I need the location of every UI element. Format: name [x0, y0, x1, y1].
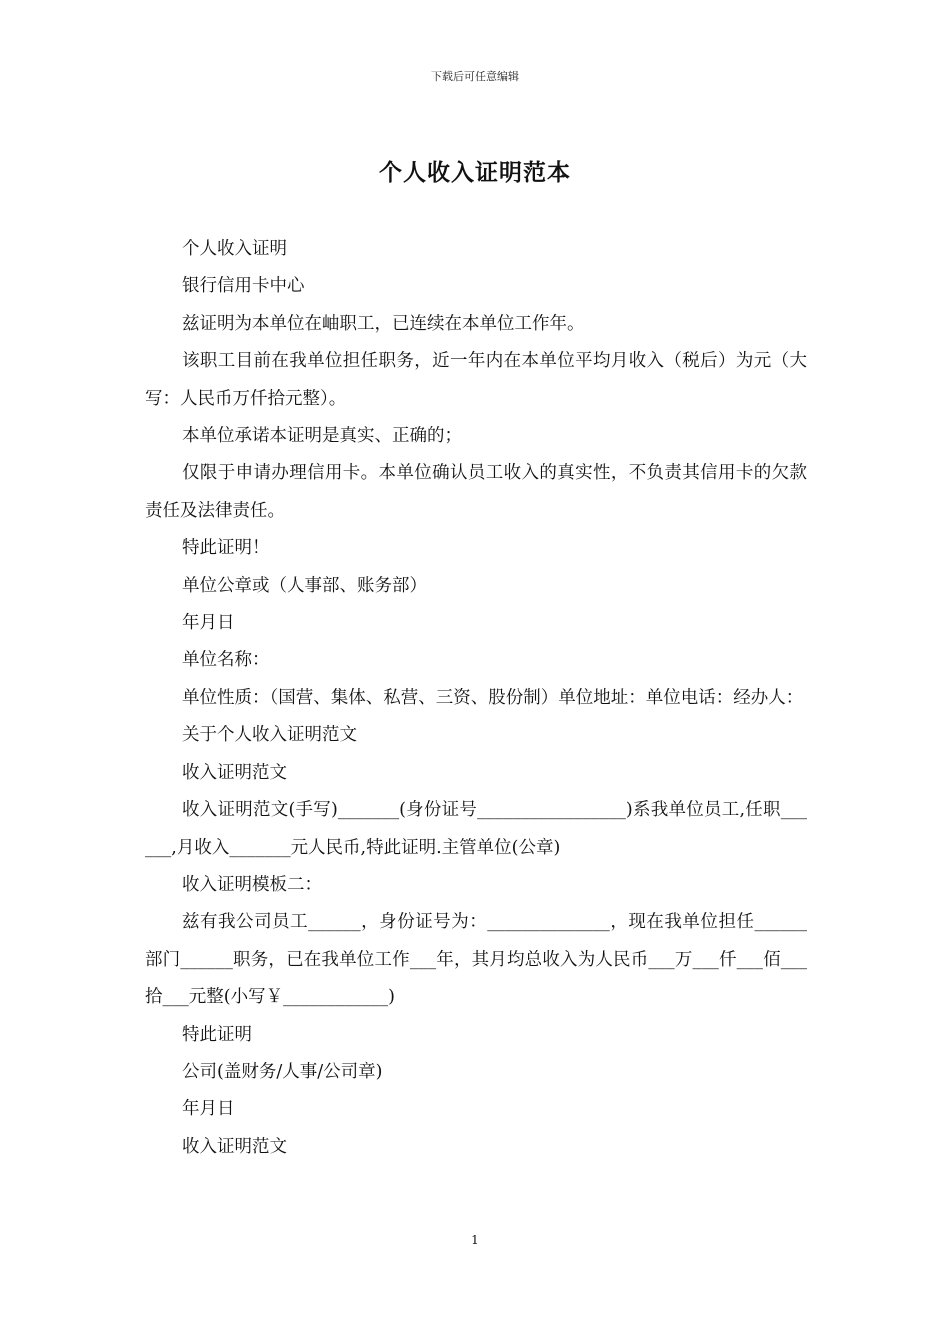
paragraph: 年月日 [182, 613, 235, 634]
paragraph: 兹有我公司员工______，身份证号为：______________，现在我单位担任______部门______职务，已在我单位工作___年，其月均总收入为人民币___万___仟___佰___拾___元整(小写￥____________) [145, 912, 807, 1008]
paragraph: 单位性质：（国营、集体、私营、三资、股份制）单位地址：单位电话：经办人： [182, 687, 804, 708]
paragraph: 该职工目前在我单位担任职务，近一年内在本单位平均月收入（税后）为元（大写：人民币万仟拾元整）。 [145, 351, 807, 409]
header-note: 下载后可任意编辑 [431, 70, 519, 83]
paragraph: 特此证明 [182, 1024, 252, 1045]
paragraph: 收入证明范文 [182, 1136, 287, 1157]
paragraph: 仅限于申请办理信用卡。本单位确认员工收入的真实性，不负责其信用卡的欠款责任及法律责任。 [145, 463, 807, 521]
paragraph: 收入证明范文(手写)_______(身份证号_________________)系我单位员工,任职______,月收入_______元人民币,特此证明.主管单位(公章) [145, 800, 807, 858]
paragraph: 年月日 [182, 1099, 235, 1120]
paragraph: 兹证明为本单位在岫职工，已连续在本单位工作年。 [182, 313, 585, 334]
paragraph: 单位名称： [182, 650, 270, 671]
document-title: 个人收入证明范本 [379, 159, 571, 186]
paragraph: 本单位承诺本证明是真实、正确的； [182, 426, 462, 447]
paragraph: 单位公章或（人事部、账务部） [182, 575, 427, 596]
paragraph: 收入证明模板二： [182, 874, 322, 895]
document-body [145, 231, 807, 1166]
paragraph: 特此证明！ [182, 538, 270, 559]
paragraph: 关于个人收入证明范文 [182, 725, 357, 746]
page-number: 1 [471, 1233, 479, 1247]
paragraph: 银行信用卡中心 [182, 276, 305, 297]
paragraph: 个人收入证明 [182, 239, 287, 259]
paragraph: 收入证明范文 [182, 762, 287, 783]
paragraph: 公司(盖财务/人事/公司章) [182, 1061, 383, 1082]
